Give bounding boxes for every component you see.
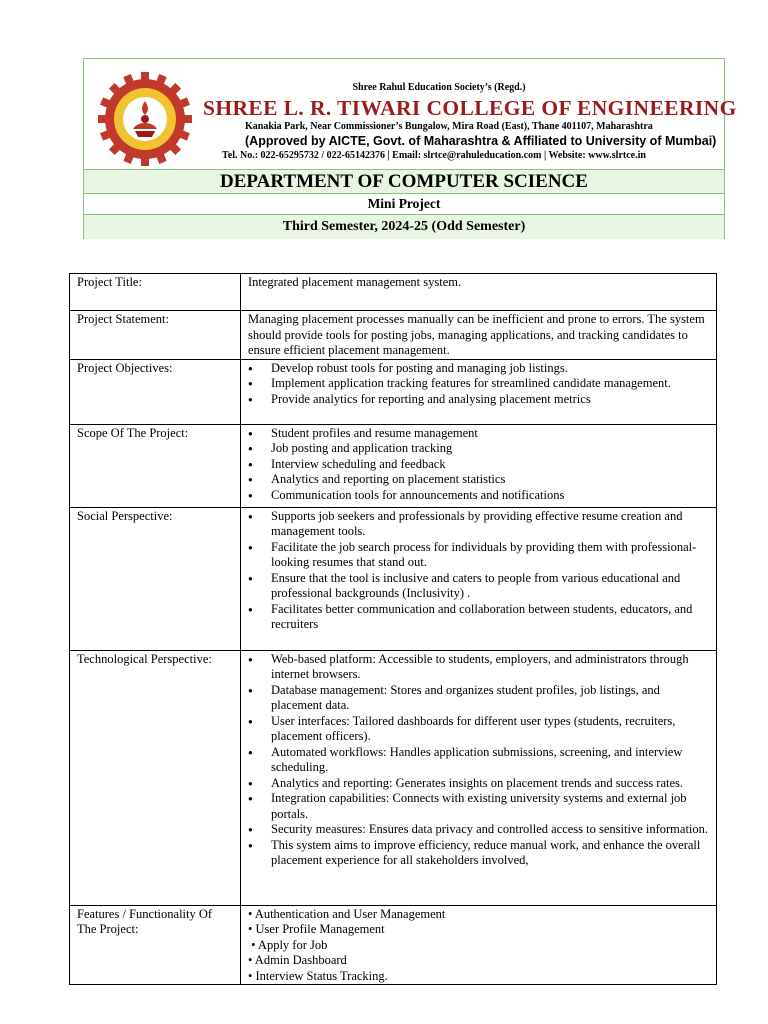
- list-item: • Interview Status Tracking.: [248, 968, 388, 983]
- technological-cell: [241, 650, 717, 905]
- table-row: [70, 274, 717, 311]
- bullet-icon: ●: [248, 654, 253, 664]
- list-item: [248, 776, 709, 792]
- approval-line: (Approved by AICTE, Govt. of Maharashtra & Affiliated to University of Mumbai): [245, 134, 717, 148]
- bullet-icon: ●: [248, 428, 253, 438]
- list-item-text: Web-based platform: Accessible to students, employers, and administrators through internet browsers.: [271, 651, 689, 681]
- table-row: [70, 905, 717, 985]
- list-item-text: Implement application tracking features for streamlined candidate management.: [271, 376, 671, 390]
- scope-list: [248, 426, 709, 504]
- list-item-text: Database management: Stores and organizes student profiles, job listings, and placement data.: [271, 682, 660, 712]
- list-item: [248, 791, 709, 822]
- list-item: [248, 361, 709, 377]
- features-list: [248, 907, 709, 985]
- list-item-text: This system aims to improve efficiency, reduce manual work, and enhance the overall placement experience for all stakeholders involved,: [271, 837, 701, 867]
- objectives-cell: [241, 359, 717, 424]
- bullet-icon: ●: [248, 363, 253, 373]
- list-item: [248, 540, 709, 571]
- list-item-text: Supports job seekers and professionals by providing effective resume creation and management tools.: [271, 508, 683, 538]
- project-details-table: [69, 273, 717, 985]
- bullet-icon: ●: [248, 747, 253, 757]
- list-item: • Admin Dashboard: [248, 953, 347, 967]
- table-row: [70, 650, 717, 905]
- list-item: [248, 683, 709, 714]
- list-item: [248, 376, 709, 392]
- table-row: [70, 311, 717, 360]
- contact-line: Tel. No.: 022-65295732 / 022-65142376 | Email: slrtce@rahuleducation.com | Website: www.slrtce.in: [222, 150, 646, 161]
- scope-cell: [241, 424, 717, 507]
- bullet-icon: ●: [248, 573, 253, 583]
- bullet-icon: ●: [248, 604, 253, 614]
- social-cell: [241, 507, 717, 650]
- department-title: DEPARTMENT OF COMPUTER SCIENCE: [84, 169, 724, 193]
- social-list: [248, 509, 709, 633]
- bullet-icon: ●: [248, 778, 253, 788]
- row-label: Technological Perspective:: [70, 650, 241, 905]
- list-item-text: Facilitate the job search process for individuals by providing them with professional-looking resumes that stand out.: [271, 539, 697, 569]
- bullet-icon: ●: [248, 379, 253, 388]
- bullet-icon: ●: [248, 794, 253, 803]
- bullet-icon: ●: [248, 394, 253, 404]
- bullet-icon: ●: [248, 716, 253, 726]
- list-item: [248, 426, 709, 442]
- row-label: Social Perspective:: [70, 507, 241, 650]
- technological-list: [248, 652, 709, 869]
- list-item-text: Automated workflows: Handles application submissions, screening, and interview scheduling.: [271, 744, 683, 774]
- list-item-text: Student profiles and resume management: [271, 425, 478, 440]
- list-item: [248, 392, 709, 408]
- list-item-text: Integration capabilities: Connects with existing university systems and external job portals.: [271, 791, 687, 821]
- bullet-icon: ●: [248, 685, 253, 695]
- list-item-text: User interfaces: Tailored dashboards for different user types (students, recruiters, placement officers).: [271, 713, 676, 743]
- list-item-text: Security measures: Ensures data privacy and controlled access to sensitive information.: [271, 822, 709, 836]
- list-item-text: Facilitates better communication and collaboration between students, educators, and recruiters: [271, 601, 693, 631]
- list-item: [248, 488, 709, 504]
- list-item: [248, 714, 709, 745]
- college-letterhead: [83, 58, 737, 239]
- document-subtitle: Mini Project: [84, 193, 724, 214]
- list-item-text: Provide analytics for reporting and analysing placement metrics: [271, 391, 591, 406]
- row-label: Scope Of The Project:: [70, 424, 241, 507]
- objectives-list: [248, 361, 709, 408]
- list-item: [248, 509, 709, 540]
- list-item: [248, 472, 709, 488]
- bullet-icon: ●: [248, 511, 253, 521]
- list-item: [248, 838, 709, 869]
- society-name: Shree Rahul Education Society’s (Regd.): [352, 82, 526, 93]
- college-address: Kanakia Park, Near Commissioner’s Bungalow, Mira Road (East), Thane 401107, Maharashtra: [245, 121, 653, 132]
- bullet-icon: ●: [248, 840, 253, 850]
- bullet-icon: ●: [248, 542, 253, 552]
- list-item: [248, 602, 709, 633]
- semester-line: Third Semester, 2024-25 (Odd Semester): [84, 214, 724, 239]
- bullet-icon: ●: [248, 490, 253, 500]
- row-label: Project Title:: [70, 274, 241, 311]
- row-label: Project Statement:: [70, 311, 241, 360]
- row-label: Project Objectives:: [70, 359, 241, 424]
- list-item: [248, 441, 709, 457]
- list-item-text: Communication tools for announcements and notifications: [271, 487, 565, 502]
- table-row: [70, 424, 717, 507]
- bullet-icon: ●: [248, 825, 253, 834]
- list-item-text: Ensure that the tool is inclusive and caters to people from various educational and professional backgrounds (Inclusivity) .: [271, 570, 681, 600]
- college-name: SHREE L. R. TIWARI COLLEGE OF ENGINEERING: [203, 96, 737, 120]
- list-item: [248, 652, 709, 683]
- bullet-icon: ●: [248, 444, 253, 453]
- list-item: • User Profile Management: [248, 922, 385, 936]
- features-cell: [241, 905, 717, 985]
- row-label: Features / Functionality Of The Project:: [70, 905, 241, 985]
- list-item: [248, 457, 709, 473]
- list-item: • Authentication and User Management: [248, 906, 446, 921]
- list-item: [248, 745, 709, 776]
- list-item: [248, 571, 709, 602]
- list-item-text: Analytics and reporting on placement statistics: [271, 472, 506, 486]
- list-item-text: Analytics and reporting: Generates insights on placement trends and success rates.: [271, 775, 684, 790]
- project-title-value: Integrated placement management system.: [241, 274, 717, 311]
- project-statement-value: Managing placement processes manually can be inefficient and prone to errors. The system should provide tools for posting jobs, managing applications, and tracking candidates to ensure efficient placement management.: [241, 311, 717, 360]
- bullet-icon: ●: [248, 475, 253, 484]
- table-row: [70, 359, 717, 424]
- list-item: • Apply for Job: [248, 937, 328, 952]
- list-item-text: Interview scheduling and feedback: [271, 456, 446, 471]
- table-row: [70, 507, 717, 650]
- list-item: [248, 822, 709, 838]
- bullet-icon: ●: [248, 459, 253, 469]
- list-item-text: Job posting and application tracking: [271, 441, 453, 455]
- list-item-text: Develop robust tools for posting and managing job listings.: [271, 360, 568, 375]
